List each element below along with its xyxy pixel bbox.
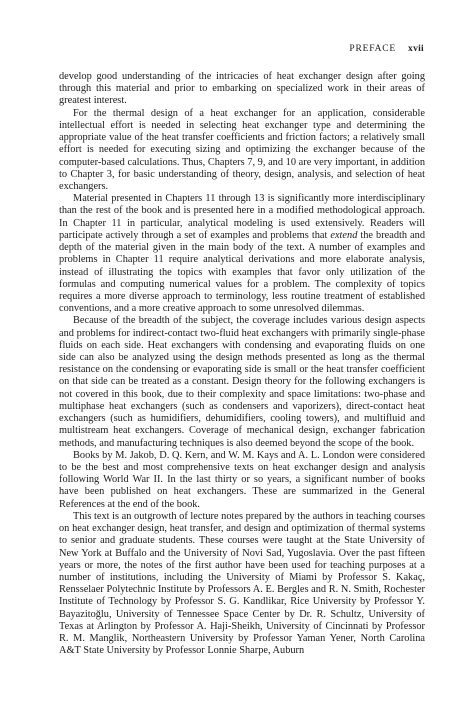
emphasized-word: extend [330,229,358,241]
paragraph-continuation: develop good understanding of the intricacies of heat exchanger design after going through this material and prior to embarking on specialized work in their areas of greatest interest. [59,71,425,107]
page-number: xvii [408,44,424,54]
paragraph-text-after-emphasis: the breadth and depth of the material given in the main body of the text. A number of examples and problems in Chapter 11 require analytical derivations and more elaborate analysis, instead of illustrating the topics with examples that favor only utilization of the formulas and computing numerical values for a problem. The complexity of topics requires a more diverse approach to terminology, less routine treatment of established conventions, and a more creative approach to some unresolved dilemmas. [59,229,425,315]
body-text [59,71,425,658]
paragraph-books: Books by M. Jakob, D. Q. Kern, and W. M. Kays and A. L. London were considered to be the best and most comprehensive texts on heat exchanger design and analysis following World War II. In the last thirty or so years, a significant number of books have been published on heat exchangers. These are summarized in the General References at the end of the book. [59,449,425,510]
running-head [349,44,424,54]
paragraph-thermal-design: For the thermal design of a heat exchanger for an application, considerable intellectual effort is needed in selecting heat exchanger type and determining the appropriate value of the heat transfer coefficients and friction factors; a relatively small effort is needed for executing sizing and optimizing the exchanger because of the computer-based calculations. Thus, Chapters 7, 9, and 10 are very important, in addition to Chapter 3, for basic understanding of theory, design, analysis, and selection of heat exchangers. [59,107,425,192]
paragraph-interdisciplinary [59,193,425,315]
paragraph-text-before-emphasis: Material presented in Chapters 11 through 13 is significantly more interdisciplinary than the rest of the book and is presented here in a modified methodological approach. In Chapter 11 in particular, analytical modeling is used extensively. Readers will participate actively through a set of examples and problems that [59,193,425,241]
paragraph-coverage: Because of the breadth of the subject, the coverage includes various design aspects and problems for indirect-contact two-fluid heat exchangers with primarily single-phase fluids on each side. Heat exchangers with condensing and evaporating fluids on one side can also be analyzed using the design methods presented as long as the thermal resistance on the condensing or evaporating side is small or the heat transfer coefficient on that side can be treated as a constant. Design theory for the following exchangers is not covered in this book, due to their complexity and space limitations: two-phase and multiphase heat exchangers (such as condensers and vaporizers), direct-contact heat exchangers (such as humidifiers, dehumidifiers, cooling towers), and multifluid and multistream heat exchangers. Coverage of mechanical design, exchanger fabrication methods, and manufacturing techniques is also deemed beyond the scope of the book. [59,315,425,449]
paragraph-lecture-notes: This text is an outgrowth of lecture notes prepared by the authors in teaching courses on heat exchanger design, heat transfer, and design and optimization of thermal systems to senior and graduate students. These courses were taught at the State University of New York at Buffalo and the University of Novi Sad, Yugoslavia. Over the past fifteen years or more, the notes of the first author have been used for teaching purposes at a number of institutions, including the University of Miami by Professor S. Kakaç, Rensselaer Polytechnic Institute by Professors A. E. Bergles and R. N. Smith, Rochester Institute of Technology by Professor S. G. Kandlikar, Rice University by Professor Y. Bayazitoğlu, University of Tennessee Space Center by Dr. R. Schultz, University of Texas at Arlington by Professor A. Haji-Sheikh, University of Cincinnati by Professor R. M. Manglik, Northeastern University by Professor Yaman Yener, North Carolina A&T State University by Professor Lonnie Sharpe, Auburn [59,510,425,657]
running-head-title: PREFACE [349,44,397,54]
